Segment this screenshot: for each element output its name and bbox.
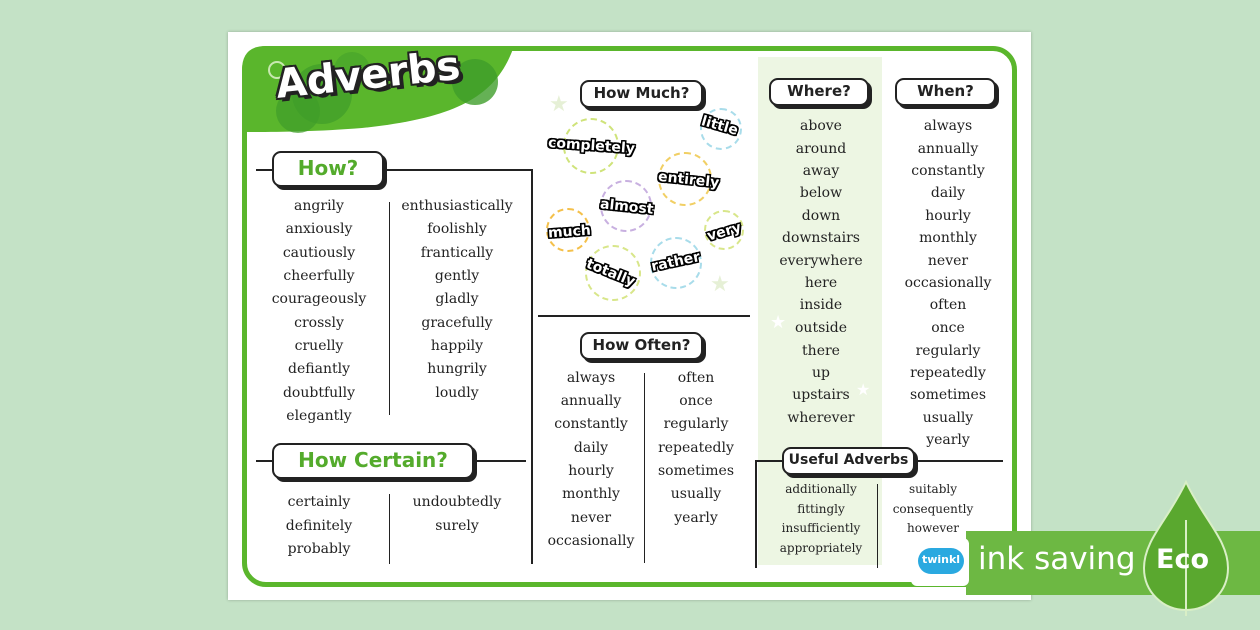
often-word: daily xyxy=(573,440,609,456)
useful-word: fittingly xyxy=(797,502,845,516)
when-word: repeatedly xyxy=(910,365,986,381)
how-word: defiantly xyxy=(288,361,350,377)
how-word: hungrily xyxy=(427,361,487,377)
when-word: once xyxy=(931,320,965,336)
how-much-heading: How Much? xyxy=(580,80,703,108)
where-word: here xyxy=(804,275,838,291)
how-word: courageously xyxy=(271,291,367,307)
how-word: frantically xyxy=(420,245,494,261)
useful-word: consequently xyxy=(892,502,974,516)
certain-column-divider xyxy=(389,494,390,564)
how-word: cautiously xyxy=(282,245,356,261)
useful-word: additionally xyxy=(785,482,857,496)
when-word: monthly xyxy=(919,230,977,246)
useful-line-left-vert xyxy=(755,460,757,568)
often-word: annually xyxy=(560,393,622,409)
where-word: outside xyxy=(795,320,847,336)
how-word: gracefully xyxy=(421,315,493,331)
where-word: upstairs xyxy=(792,387,850,403)
certain-word: certainly xyxy=(287,494,351,510)
often-word: constantly xyxy=(554,416,628,432)
how-right-line xyxy=(531,169,533,564)
how-much-word: little xyxy=(699,113,740,139)
how-word: elegantly xyxy=(286,408,352,424)
often-word: yearly xyxy=(674,510,718,526)
where-word: around xyxy=(795,141,847,157)
how-word: foolishly xyxy=(427,221,487,237)
how-much-word: very xyxy=(705,219,744,245)
often-word: regularly xyxy=(663,416,729,432)
how-word: loudly xyxy=(435,385,479,401)
how-word: enthusiastically xyxy=(401,198,513,214)
useful-word: suitably xyxy=(909,482,957,496)
how-word: cheerfully xyxy=(283,268,355,284)
how-word: angrily xyxy=(294,198,344,214)
how-word: gently xyxy=(434,268,480,284)
useful-word: however xyxy=(907,521,959,535)
how-often-heading: How Often? xyxy=(580,332,703,360)
certain-word: undoubtedly xyxy=(412,494,502,510)
how-much-word: rather xyxy=(649,249,702,275)
how-column-divider xyxy=(389,202,390,415)
how-much-bottom-line xyxy=(538,315,750,317)
useful-word: insufficiently xyxy=(781,521,861,535)
when-word: occasionally xyxy=(904,275,992,291)
useful-word: appropriately xyxy=(779,541,863,555)
where-word: wherever xyxy=(787,410,855,426)
often-word: hourly xyxy=(568,463,614,479)
where-heading: Where? xyxy=(769,78,869,106)
often-word: occasionally xyxy=(547,533,635,549)
when-word: yearly xyxy=(926,432,970,448)
often-word: usually xyxy=(670,486,722,502)
how-word: cruelly xyxy=(294,338,344,354)
often-word: always xyxy=(566,370,616,386)
often-word: monthly xyxy=(562,486,620,502)
where-word: downstairs xyxy=(782,230,860,246)
how-word: gladly xyxy=(435,291,479,307)
how-certain-heading: How Certain? xyxy=(272,443,474,479)
often-column-divider xyxy=(644,373,645,563)
when-word: annually xyxy=(917,141,979,157)
twinkl-logo-text: twinkl xyxy=(921,553,961,566)
often-word: sometimes xyxy=(657,463,735,479)
often-word: never xyxy=(570,510,612,526)
how-heading: How? xyxy=(272,151,384,187)
often-word: often xyxy=(677,370,715,386)
useful-line-right xyxy=(917,460,1003,462)
often-word: repeatedly xyxy=(658,440,734,456)
how-word: doubtfully xyxy=(282,385,356,401)
where-word: below xyxy=(799,185,843,201)
how-word: crossly xyxy=(294,315,344,331)
how-word: anxiously xyxy=(285,221,353,237)
when-word: always xyxy=(923,118,973,134)
useful-line-left xyxy=(755,460,782,462)
certain-word: probably xyxy=(287,541,351,557)
when-word: hourly xyxy=(925,208,971,224)
star-decoration: ★ xyxy=(770,312,787,333)
when-word: often xyxy=(929,297,967,313)
star-decoration: ★ xyxy=(549,92,569,117)
star-decoration: ★ xyxy=(710,272,730,297)
when-word: never xyxy=(927,253,969,269)
how-much-word: much xyxy=(547,222,592,242)
page-title: Adverbs xyxy=(273,42,463,108)
when-word: daily xyxy=(930,185,966,201)
certain-line-right xyxy=(476,460,526,462)
star-decoration: ★ xyxy=(856,380,871,399)
how-much-word: totally xyxy=(583,255,638,291)
when-word: regularly xyxy=(915,343,981,359)
where-word: away xyxy=(802,163,840,179)
when-word: sometimes xyxy=(909,387,987,403)
where-word: everywhere xyxy=(779,253,863,269)
when-word: usually xyxy=(922,410,974,426)
how-top-line-right xyxy=(385,169,533,171)
how-much-word: completely xyxy=(547,134,636,158)
often-word: once xyxy=(679,393,713,409)
where-word: inside xyxy=(799,297,843,313)
how-word: happily xyxy=(430,338,484,354)
ink-saving-label: ink saving xyxy=(978,541,1136,577)
certain-word: definitely xyxy=(285,518,353,534)
where-word: above xyxy=(800,118,842,134)
where-word: up xyxy=(812,365,830,381)
when-word: constantly xyxy=(911,163,985,179)
where-word: there xyxy=(802,343,840,359)
how-much-word: entirely xyxy=(657,168,720,192)
when-heading: When? xyxy=(895,78,996,106)
where-word: down xyxy=(801,208,841,224)
certain-word: surely xyxy=(435,518,479,534)
how-much-word: almost xyxy=(599,196,655,218)
eco-label: Eco xyxy=(1156,544,1209,575)
useful-adverbs-heading: Useful Adverbs xyxy=(782,447,915,475)
